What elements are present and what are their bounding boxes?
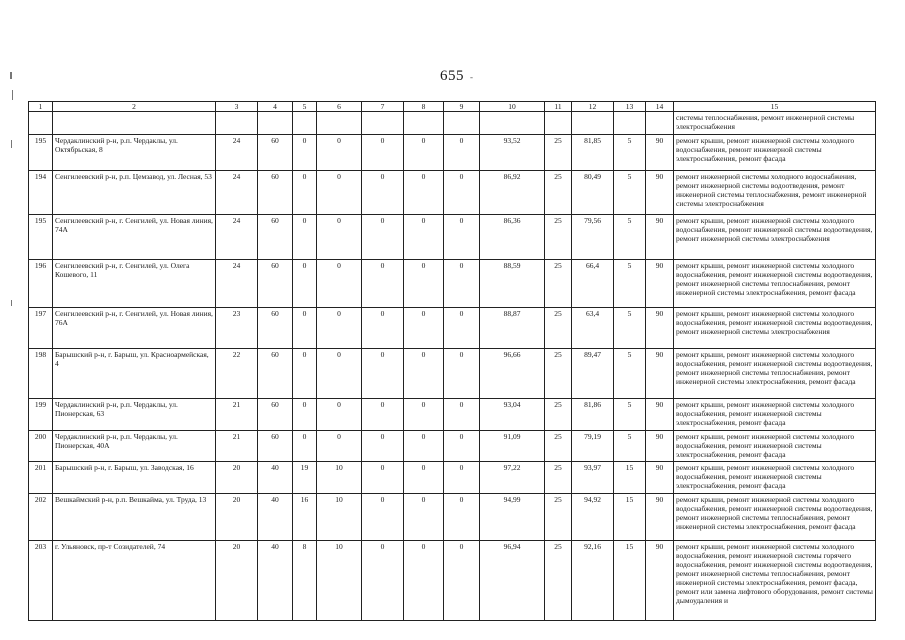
value-cell: 25 <box>545 135 572 171</box>
value-cell: 88,87 <box>480 308 545 349</box>
value-cell: 0 <box>444 135 480 171</box>
value-cell: 0 <box>404 308 444 349</box>
works-cell: ремонт крыши, ремонт инженерной системы холодного водоснабжения, ремонт инженерной системы водоотведения, ремонт инженерной системы теплоснабжения, ремонт инженерной системы электроснабжения, ремонт фасада <box>674 260 876 308</box>
value-cell: 25 <box>545 171 572 215</box>
value-cell: 80,49 <box>572 171 614 215</box>
value-cell: 60 <box>258 260 293 308</box>
value-cell: 0 <box>404 494 444 541</box>
value-cell: 0 <box>362 349 404 399</box>
row-number-cell: 201 <box>29 462 53 494</box>
address-cell: Сенгилеевский р-н, г. Сенгилей, ул. Олега Кошевого, 11 <box>53 260 216 308</box>
value-cell: 10 <box>317 462 362 494</box>
value-cell: 5 <box>614 349 646 399</box>
table-cell <box>362 112 404 135</box>
column-header: 11 <box>545 102 572 112</box>
value-cell: 25 <box>545 541 572 621</box>
value-cell: 0 <box>317 135 362 171</box>
value-cell: 0 <box>317 171 362 215</box>
value-cell: 40 <box>258 541 293 621</box>
value-cell: 24 <box>216 135 258 171</box>
works-cell: ремонт крыши, ремонт инженерной системы холодного водоснабжения, ремонт инженерной системы электроснабжения, ремонт фасада <box>674 399 876 431</box>
value-cell: 15 <box>614 494 646 541</box>
value-cell: 92,16 <box>572 541 614 621</box>
value-cell: 16 <box>293 494 317 541</box>
margin-mark <box>10 72 12 79</box>
value-cell: 90 <box>646 260 674 308</box>
value-cell: 25 <box>545 399 572 431</box>
header-row <box>29 102 876 112</box>
value-cell: 5 <box>614 399 646 431</box>
table-row <box>29 171 876 215</box>
value-cell: 25 <box>545 308 572 349</box>
value-cell: 79,19 <box>572 431 614 462</box>
value-cell: 0 <box>444 308 480 349</box>
table-cell <box>293 112 317 135</box>
value-cell: 96,66 <box>480 349 545 399</box>
value-cell: 0 <box>293 308 317 349</box>
value-cell: 40 <box>258 462 293 494</box>
column-header: 5 <box>293 102 317 112</box>
value-cell: 0 <box>362 462 404 494</box>
value-cell: 0 <box>362 215 404 260</box>
value-cell: 21 <box>216 399 258 431</box>
value-cell: 0 <box>317 260 362 308</box>
value-cell: 0 <box>317 215 362 260</box>
value-cell: 90 <box>646 349 674 399</box>
value-cell: 0 <box>444 349 480 399</box>
row-number-cell: 202 <box>29 494 53 541</box>
row-number-cell: 199 <box>29 399 53 431</box>
row-number-cell: 198 <box>29 349 53 399</box>
value-cell: 0 <box>293 135 317 171</box>
works-cell: ремонт крыши, ремонт инженерной системы холодного водоснабжения, ремонт инженерной системы электроснабжения, ремонт фасада <box>674 431 876 462</box>
page-number-dash: - <box>470 72 474 82</box>
column-header: 14 <box>646 102 674 112</box>
value-cell: 60 <box>258 308 293 349</box>
table-row <box>29 135 876 171</box>
table-cell <box>216 112 258 135</box>
value-cell: 5 <box>614 308 646 349</box>
value-cell: 23 <box>216 308 258 349</box>
value-cell: 19 <box>293 462 317 494</box>
value-cell: 79,56 <box>572 215 614 260</box>
value-cell: 60 <box>258 215 293 260</box>
value-cell: 90 <box>646 135 674 171</box>
value-cell: 86,36 <box>480 215 545 260</box>
value-cell: 0 <box>317 431 362 462</box>
column-header: 3 <box>216 102 258 112</box>
value-cell: 96,94 <box>480 541 545 621</box>
margin-mark <box>11 140 12 148</box>
table-cell <box>258 112 293 135</box>
works-cell: ремонт крыши, ремонт инженерной системы холодного водоснабжения, ремонт инженерной системы электроснабжения, ремонт фасада <box>674 462 876 494</box>
value-cell: 0 <box>317 349 362 399</box>
address-cell: Сенгилеевский р-н, г. Сенгилей, ул. Новая линия, 76А <box>53 308 216 349</box>
value-cell: 0 <box>404 260 444 308</box>
value-cell: 25 <box>545 462 572 494</box>
value-cell: 94,99 <box>480 494 545 541</box>
address-cell: Сенгилеевский р-н, р.п. Цемзавод, ул. Лесная, 53 <box>53 171 216 215</box>
value-cell: 0 <box>362 399 404 431</box>
row-number-cell: 194 <box>29 171 53 215</box>
table-cell <box>53 112 216 135</box>
value-cell: 0 <box>444 399 480 431</box>
table-cell <box>572 112 614 135</box>
value-cell: 0 <box>444 431 480 462</box>
value-cell: 63,4 <box>572 308 614 349</box>
table-cell <box>444 112 480 135</box>
page-number <box>440 68 500 85</box>
works-cell: ремонт крыши, ремонт инженерной системы холодного водоснабжения, ремонт инженерной системы электроснабжения, ремонт фасада <box>674 135 876 171</box>
value-cell: 0 <box>293 215 317 260</box>
value-cell: 88,59 <box>480 260 545 308</box>
value-cell: 0 <box>293 399 317 431</box>
value-cell: 0 <box>362 308 404 349</box>
value-cell: 0 <box>362 171 404 215</box>
value-cell: 5 <box>614 135 646 171</box>
value-cell: 5 <box>614 431 646 462</box>
address-cell: Чердаклинский р-н, р.п. Чердаклы, ул. Пионерская, 63 <box>53 399 216 431</box>
value-cell: 90 <box>646 494 674 541</box>
value-cell: 0 <box>317 399 362 431</box>
row-number-cell: 197 <box>29 308 53 349</box>
table-row <box>29 541 876 621</box>
value-cell: 0 <box>444 260 480 308</box>
value-cell: 10 <box>317 494 362 541</box>
column-header: 2 <box>53 102 216 112</box>
value-cell: 0 <box>404 462 444 494</box>
value-cell: 0 <box>293 349 317 399</box>
value-cell: 21 <box>216 431 258 462</box>
value-cell: 0 <box>404 135 444 171</box>
column-header: 4 <box>258 102 293 112</box>
value-cell: 20 <box>216 541 258 621</box>
value-cell: 5 <box>614 215 646 260</box>
address-cell: Сенгилеевский р-н, г. Сенгилей, ул. Новая линия, 74А <box>53 215 216 260</box>
value-cell: 60 <box>258 431 293 462</box>
value-cell: 0 <box>362 494 404 541</box>
row-number-cell: 203 <box>29 541 53 621</box>
value-cell: 60 <box>258 135 293 171</box>
table-cell <box>545 112 572 135</box>
continuation-works-cell: системы теплоснабжения, ремонт инженерной системы электроснабжения <box>674 112 876 135</box>
value-cell: 93,04 <box>480 399 545 431</box>
table-row <box>29 462 876 494</box>
value-cell: 60 <box>258 171 293 215</box>
value-cell: 15 <box>614 462 646 494</box>
value-cell: 0 <box>444 171 480 215</box>
address-cell: Барышский р-н, г. Барыш, ул. Заводская, 16 <box>53 462 216 494</box>
column-header: 1 <box>29 102 53 112</box>
address-cell: г. Ульяновск, пр-т Созидателей, 74 <box>53 541 216 621</box>
address-cell: Чердаклинский р-н, р.п. Чердаклы, ул. Пионерская, 40А <box>53 431 216 462</box>
value-cell: 0 <box>404 349 444 399</box>
address-cell: Барышский р-н, г. Барыш, ул. Красноармейская, 4 <box>53 349 216 399</box>
works-cell: ремонт крыши, ремонт инженерной системы холодного водоснабжения, ремонт инженерной системы водоотведения, ремонт инженерной системы электроснабжения <box>674 215 876 260</box>
value-cell: 5 <box>614 171 646 215</box>
column-header: 13 <box>614 102 646 112</box>
value-cell: 0 <box>444 462 480 494</box>
value-cell: 97,22 <box>480 462 545 494</box>
column-header: 9 <box>444 102 480 112</box>
value-cell: 0 <box>293 431 317 462</box>
column-header: 7 <box>362 102 404 112</box>
value-cell: 25 <box>545 431 572 462</box>
value-cell: 24 <box>216 260 258 308</box>
address-cell: Чердаклинский р-н, р.п. Чердаклы, ул. Октябрьская, 8 <box>53 135 216 171</box>
row-number-cell: 195 <box>29 215 53 260</box>
table-cell <box>480 112 545 135</box>
value-cell: 0 <box>362 541 404 621</box>
value-cell: 86,92 <box>480 171 545 215</box>
table-cell <box>404 112 444 135</box>
value-cell: 90 <box>646 215 674 260</box>
value-cell: 0 <box>404 171 444 215</box>
value-cell: 22 <box>216 349 258 399</box>
value-cell: 8 <box>293 541 317 621</box>
table-row <box>29 260 876 308</box>
margin-mark <box>11 300 12 306</box>
value-cell: 25 <box>545 349 572 399</box>
value-cell: 60 <box>258 399 293 431</box>
value-cell: 60 <box>258 349 293 399</box>
value-cell: 40 <box>258 494 293 541</box>
value-cell: 90 <box>646 431 674 462</box>
value-cell: 10 <box>317 541 362 621</box>
column-header: 15 <box>674 102 876 112</box>
value-cell: 66,4 <box>572 260 614 308</box>
value-cell: 0 <box>444 215 480 260</box>
continuation-row <box>29 112 876 135</box>
address-cell: Вешкаймский р-н, р.п. Вешкайма, ул. Труда, 13 <box>53 494 216 541</box>
value-cell: 0 <box>404 431 444 462</box>
column-header: 12 <box>572 102 614 112</box>
row-number-cell: 200 <box>29 431 53 462</box>
table-row <box>29 308 876 349</box>
value-cell: 20 <box>216 462 258 494</box>
table-cell <box>29 112 53 135</box>
works-cell: ремонт крыши, ремонт инженерной системы холодного водоснабжения, ремонт инженерной системы горячего водоснабжения, ремонт инженерной системы водоотведения, ремонт инженерной системы теплоснабжения, ремонт инженерной системы электроснабжения, ремонт фасада, ремонт или замена лифтового оборудования, ремонт системы дымоудаления и <box>674 541 876 621</box>
table-row <box>29 399 876 431</box>
repair-program-table <box>28 101 876 621</box>
value-cell: 0 <box>293 260 317 308</box>
page-number-text: 655 <box>440 68 464 84</box>
column-header: 6 <box>317 102 362 112</box>
works-cell: ремонт крыши, ремонт инженерной системы холодного водоснабжения, ремонт инженерной системы водоотведения, ремонт инженерной системы теплоснабжения, ремонт инженерной системы электроснабжения, ремонт фасада <box>674 349 876 399</box>
value-cell: 90 <box>646 171 674 215</box>
value-cell: 5 <box>614 260 646 308</box>
value-cell: 93,97 <box>572 462 614 494</box>
value-cell: 0 <box>404 215 444 260</box>
value-cell: 0 <box>444 541 480 621</box>
value-cell: 94,92 <box>572 494 614 541</box>
value-cell: 0 <box>404 541 444 621</box>
works-cell: ремонт инженерной системы холодного водоснабжения, ремонт инженерной системы водоотведения, ремонт инженерной системы теплоснабжения, ремонт инженерной системы электроснабжения <box>674 171 876 215</box>
value-cell: 25 <box>545 215 572 260</box>
value-cell: 15 <box>614 541 646 621</box>
table-cell <box>317 112 362 135</box>
value-cell: 89,47 <box>572 349 614 399</box>
value-cell: 81,86 <box>572 399 614 431</box>
value-cell: 0 <box>293 171 317 215</box>
value-cell: 91,09 <box>480 431 545 462</box>
value-cell: 25 <box>545 260 572 308</box>
value-cell: 24 <box>216 215 258 260</box>
value-cell: 0 <box>404 399 444 431</box>
value-cell: 0 <box>362 135 404 171</box>
column-header: 8 <box>404 102 444 112</box>
table-row <box>29 215 876 260</box>
table-row <box>29 431 876 462</box>
value-cell: 24 <box>216 171 258 215</box>
column-header: 10 <box>480 102 545 112</box>
works-cell: ремонт крыши, ремонт инженерной системы холодного водоснабжения, ремонт инженерной системы водоотведения, ремонт инженерной системы теплоснабжения, ремонт инженерной системы электроснабжения, ремонт фасада <box>674 494 876 541</box>
table-row <box>29 349 876 399</box>
value-cell: 20 <box>216 494 258 541</box>
margin-mark <box>12 90 13 100</box>
row-number-cell: 196 <box>29 260 53 308</box>
works-cell: ремонт крыши, ремонт инженерной системы холодного водоснабжения, ремонт инженерной системы водоотведения, ремонт инженерной системы электроснабжения <box>674 308 876 349</box>
value-cell: 0 <box>444 494 480 541</box>
row-number-cell: 195 <box>29 135 53 171</box>
value-cell: 90 <box>646 399 674 431</box>
table-row <box>29 494 876 541</box>
table-cell <box>646 112 674 135</box>
value-cell: 90 <box>646 308 674 349</box>
table-cell <box>614 112 646 135</box>
value-cell: 0 <box>362 431 404 462</box>
value-cell: 0 <box>317 308 362 349</box>
value-cell: 90 <box>646 462 674 494</box>
value-cell: 81,85 <box>572 135 614 171</box>
value-cell: 90 <box>646 541 674 621</box>
value-cell: 93,52 <box>480 135 545 171</box>
value-cell: 0 <box>362 260 404 308</box>
value-cell: 25 <box>545 494 572 541</box>
